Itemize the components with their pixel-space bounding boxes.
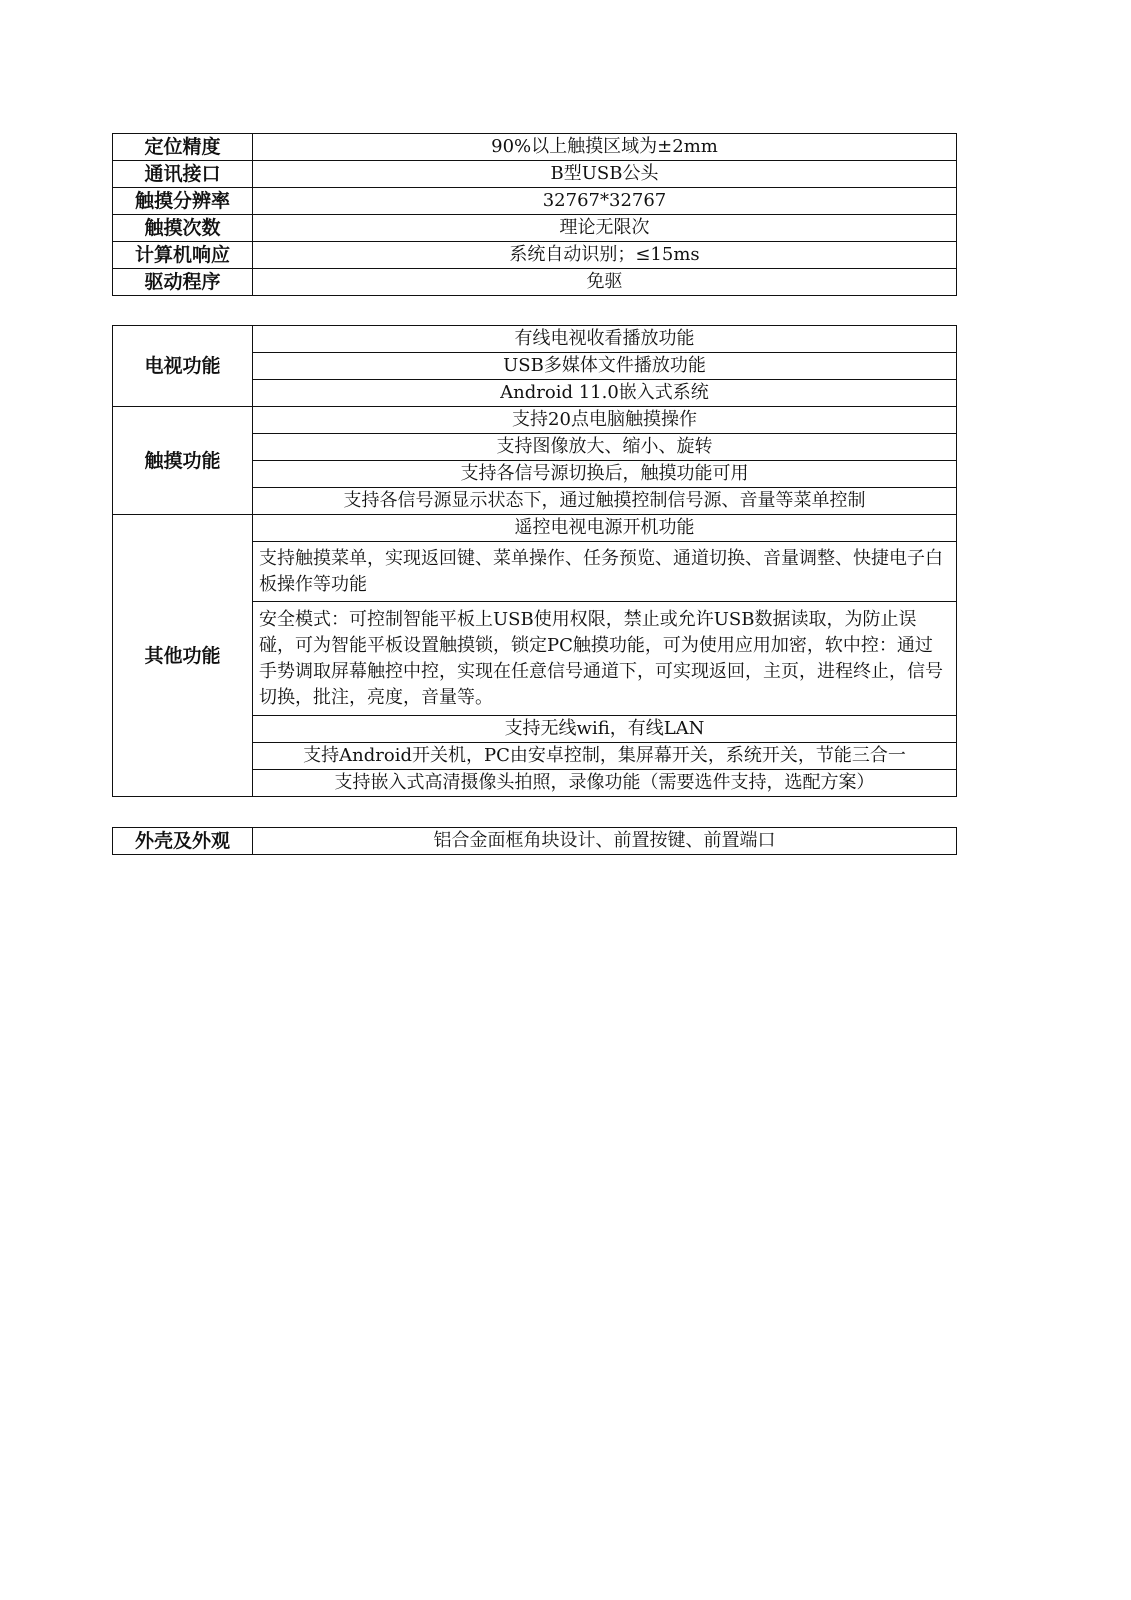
tv-function-label: 电视功能 xyxy=(113,326,253,407)
feature-item: 有线电视收看播放功能 xyxy=(253,326,957,353)
feature-item: 支持各信号源切换后，触摸功能可用 xyxy=(253,461,957,488)
spec-label: 通讯接口 xyxy=(113,161,253,188)
table-row xyxy=(113,188,957,215)
spec-table xyxy=(112,133,957,296)
spec-value: 90%以上触摸区域为±2mm xyxy=(253,134,957,161)
table-row xyxy=(113,269,957,296)
table-row xyxy=(113,134,957,161)
other-function-label: 其他功能 xyxy=(113,515,253,797)
table-row xyxy=(113,242,957,269)
spec-label: 触摸分辨率 xyxy=(113,188,253,215)
feature-item: Android 11.0嵌入式系统 xyxy=(253,380,957,407)
feature-item: 支持各信号源显示状态下，通过触摸控制信号源、音量等菜单控制 xyxy=(253,488,957,515)
table-row xyxy=(113,407,957,434)
spec-value: 系统自动识别；≤15ms xyxy=(253,242,957,269)
touch-function-label: 触摸功能 xyxy=(113,407,253,515)
functions-table xyxy=(112,325,957,797)
appearance-value: 铝合金面框角块设计、前置按键、前置端口 xyxy=(253,828,957,855)
appearance-table xyxy=(112,827,957,855)
table-row xyxy=(113,215,957,242)
table-row xyxy=(113,515,957,542)
feature-item: 安全模式：可控制智能平板上USB使用权限，禁止或允许USB数据读取，为防止误碰，可为智能平板设置触摸锁，锁定PC触摸功能，可为使用应用加密，软中控：通过手势调取屏幕触控中控，实现在任意信号通道下，可实现返回，主页，进程终止，信号切换，批注，亮度，音量等。 xyxy=(253,602,957,716)
spec-label: 驱动程序 xyxy=(113,269,253,296)
table-row xyxy=(113,326,957,353)
spec-label: 计算机响应 xyxy=(113,242,253,269)
spec-value: B型USB公头 xyxy=(253,161,957,188)
feature-item: USB多媒体文件播放功能 xyxy=(253,353,957,380)
spec-value: 32767*32767 xyxy=(253,188,957,215)
appearance-label: 外壳及外观 xyxy=(113,828,253,855)
feature-item: 支持图像放大、缩小、旋转 xyxy=(253,434,957,461)
feature-item: 支持嵌入式高清摄像头拍照，录像功能（需要选件支持，选配方案） xyxy=(253,770,957,797)
spec-value: 免驱 xyxy=(253,269,957,296)
feature-item: 支持Android开关机，PC由安卓控制，集屏幕开关，系统开关，节能三合一 xyxy=(253,743,957,770)
spec-value: 理论无限次 xyxy=(253,215,957,242)
feature-item: 支持触摸菜单，实现返回键、菜单操作、任务预览、通道切换、音量调整、快捷电子白板操作等功能 xyxy=(253,542,957,602)
table-row xyxy=(113,828,957,855)
spec-label: 触摸次数 xyxy=(113,215,253,242)
table-row xyxy=(113,161,957,188)
spec-label: 定位精度 xyxy=(113,134,253,161)
feature-item: 遥控电视电源开机功能 xyxy=(253,515,957,542)
feature-item: 支持20点电脑触摸操作 xyxy=(253,407,957,434)
feature-item: 支持无线wifi，有线LAN xyxy=(253,716,957,743)
